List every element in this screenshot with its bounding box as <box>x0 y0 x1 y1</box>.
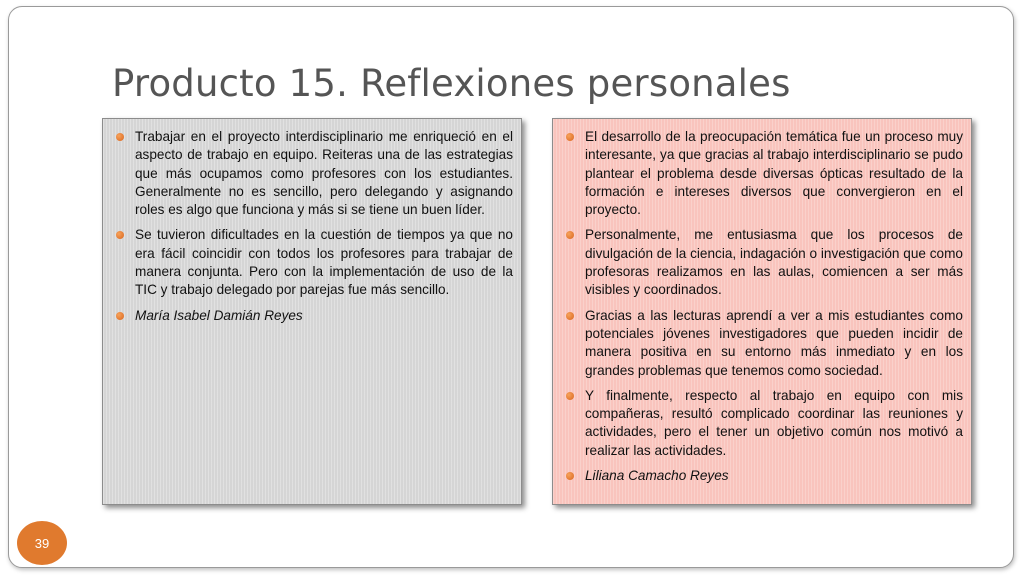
list-item-text: Y finalmente, respecto al trabajo en equipo con mis compañeras, resultó complicado coordinar las reuniones y actividades, pero el tener un objetivo común nos motivó a realizar las actividades. <box>585 387 963 458</box>
list-item <box>113 128 513 219</box>
list-item <box>563 226 963 299</box>
right-bullet-list <box>563 128 963 485</box>
list-item-text: El desarrollo de la preocupación temática fue un proceso muy interesante, ya que gracias al trabajo interdisciplinario se pudo plantear el problema desde diversas ópticas resultado de la formación e intereses diversos que convergieron en el proyecto. <box>585 129 963 218</box>
author-name: Liliana Camacho Reyes <box>585 468 729 484</box>
author-signature <box>113 307 513 325</box>
bullet-icon <box>566 312 574 320</box>
list-item <box>563 307 963 380</box>
left-bullet-list <box>113 128 513 325</box>
list-item-text: Personalmente, me entusiasma que los procesos de divulgación de la ciencia, indagación o investigación que como profesoras realizamos en las aulas, comiencen a ser más visibles y coordinados. <box>585 227 963 298</box>
left-reflection-box <box>102 118 522 505</box>
bullet-icon <box>566 392 574 400</box>
bullet-icon <box>116 133 124 141</box>
bullet-icon <box>116 312 124 320</box>
bullet-icon <box>566 231 574 239</box>
bullet-icon <box>116 231 124 239</box>
list-item <box>563 387 963 460</box>
list-item-text: Trabajar en el proyecto interdisciplinario me enriqueció en el aspecto de trabajo en equipo. Reiteras una de las estrategias que más ocupamos como profesores con los estudiantes. Generalmente no es sencillo, pero delegando y asignando roles es algo que funciona y más si se tiene un buen líder. <box>135 129 513 218</box>
bullet-icon <box>566 472 574 480</box>
right-reflection-box <box>552 118 972 505</box>
author-signature <box>563 467 963 485</box>
author-name: María Isabel Damián Reyes <box>135 307 303 323</box>
slide-title: Producto 15. Reflexiones personales <box>112 62 791 105</box>
list-item-text: Gracias a las lecturas aprendí a ver a mis estudiantes como potenciales jóvenes investigadores que pueden incidir de manera positiva en su entorno más inmediato y en los grandes problemas que tenemos como sociedad. <box>585 307 963 378</box>
list-item <box>563 128 963 219</box>
bullet-icon <box>566 133 574 141</box>
list-item <box>113 226 513 299</box>
page-number-badge: 39 <box>17 521 67 565</box>
list-item-text: Se tuvieron dificultades en la cuestión de tiempos ya que no era fácil coincidir con todos los profesores para trabajar de manera conjunta. Pero con la implementación de uso de la TIC y trabajo delegado por parejas fue más sencillo. <box>135 227 513 298</box>
